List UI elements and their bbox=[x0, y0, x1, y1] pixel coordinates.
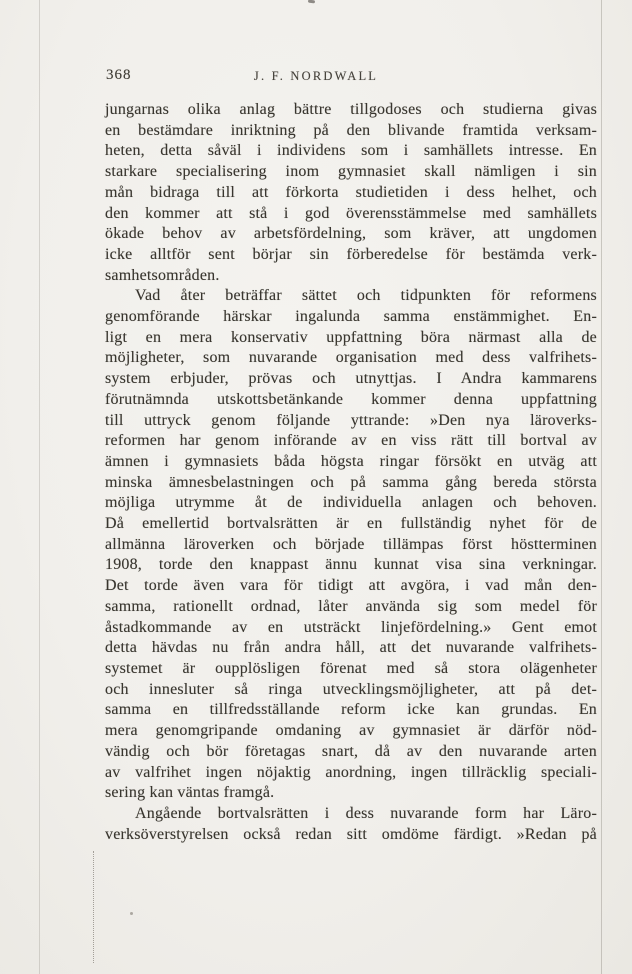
text-line: minska ämnesbelastningen och på samma gång bereda största bbox=[105, 473, 597, 491]
page-number: 368 bbox=[106, 67, 132, 83]
text-line: mån bidraga till att förkorta studietiden i dess helhet, och bbox=[105, 183, 597, 201]
text-line: ämnen i gymnasiets båda högsta ringar försökt en utväg att bbox=[105, 452, 597, 470]
text-line: genomförande härskar ingalunda samma enstämmighet. En- bbox=[105, 308, 597, 326]
body-text bbox=[105, 100, 597, 845]
text-line: förutnämnda utskottsbetänkande kommer denna uppfattning bbox=[105, 390, 597, 408]
paragraph bbox=[105, 100, 597, 286]
text-line: samma, rationellt ordnad, låter använda sig som medel för bbox=[105, 597, 597, 615]
text-line: detta hävdas nu från andra håll, att det nuvarande valfrihets- bbox=[105, 639, 597, 657]
text-line: system erbjuder, prövas och utnyttjas. I Andra kammarens bbox=[105, 370, 597, 388]
text-line: sering kan väntas framgå. bbox=[105, 784, 275, 802]
running-head bbox=[0, 66, 632, 86]
scan-artifact-dotted-line bbox=[93, 851, 94, 963]
text-line: möjliga utrymme åt de individuella anlagen och behoven. bbox=[105, 494, 597, 512]
text-line: till uttryck genom följande yttrande: »Den nya läroverks- bbox=[105, 411, 597, 429]
text-line: mera genomgripande omdaning av gymnasiet är därför nöd- bbox=[105, 722, 597, 740]
text-line: heten, detta såväl i individens som i samhällets intresse. En bbox=[105, 142, 597, 160]
text-line: den kommer att stå i god överensstämmelse med samhällets bbox=[105, 204, 597, 222]
text-line: jungarnas olika anlag bättre tillgodoses och studierna givas bbox=[105, 101, 597, 118]
text-line: 1908, torde den knappast ännu kunnat visa sina verkningar. bbox=[105, 556, 597, 574]
text-line: Vad åter beträffar sättet och tidpunkten för reformens bbox=[135, 287, 597, 305]
text-line: icke alltför sent börjar sin förberedelse för bestämda verk- bbox=[105, 245, 597, 263]
text-line: samhetsområden. bbox=[105, 266, 220, 284]
scan-artifact-right-line bbox=[601, 0, 602, 974]
paragraph bbox=[105, 286, 597, 804]
text-line: ligt en mera konservativ uppfattning böra närmast alla de bbox=[105, 328, 597, 346]
text-line: vändig och bör företagas snart, då av den nuvarande arten bbox=[105, 742, 597, 760]
text-line: starkare specialisering inom gymnasiet skall nämligen i sin bbox=[105, 163, 597, 181]
text-line: reformen har genom införande av en viss rätt till bortval av bbox=[105, 432, 597, 450]
text-line: Det torde även vara för tidigt att avgöra, i vad mån den- bbox=[105, 577, 597, 595]
running-header-author: J. F. NORDWALL bbox=[253, 69, 379, 83]
scan-artifact-speck bbox=[308, 0, 315, 3]
text-line: samma en tillfredsställande reform icke kan grundas. En bbox=[105, 701, 597, 719]
scan-artifact-dot bbox=[130, 912, 133, 915]
text-line: allmänna läroverken och började tillämpas först höstterminen bbox=[105, 535, 597, 553]
text-line: av valfrihet ingen nöjaktig anordning, ingen tillräcklig speciali- bbox=[105, 763, 597, 781]
text-line: en bestämdare inriktning på den blivande framtida verksam- bbox=[105, 121, 597, 139]
text-line: åstadkommande av en utsträckt linjefördelning.» Gent emot bbox=[105, 618, 597, 636]
text-line: Angående bortvalsrätten i dess nuvarande form har Läro- bbox=[135, 804, 597, 822]
text-line: Då emellertid bortvalsrätten är en fullständig nyhet för de bbox=[105, 515, 597, 533]
paragraph bbox=[105, 804, 597, 845]
scan-artifact-left-line bbox=[39, 0, 40, 974]
text-line: ökade behov av arbetsfördelning, som kräver, att ungdomen bbox=[105, 225, 597, 243]
text-line: verksöverstyrelsen också redan sitt omdöme färdigt. »Redan på bbox=[105, 825, 597, 843]
text-line: systemet är oupplösligen förenat med så stora olägenheter bbox=[105, 659, 597, 677]
text-line: och innesluter så ringa utvecklingsmöjligheter, att på det- bbox=[105, 680, 597, 698]
text-line: möjligheter, som nuvarande organisation med dess valfrihets- bbox=[105, 349, 597, 367]
